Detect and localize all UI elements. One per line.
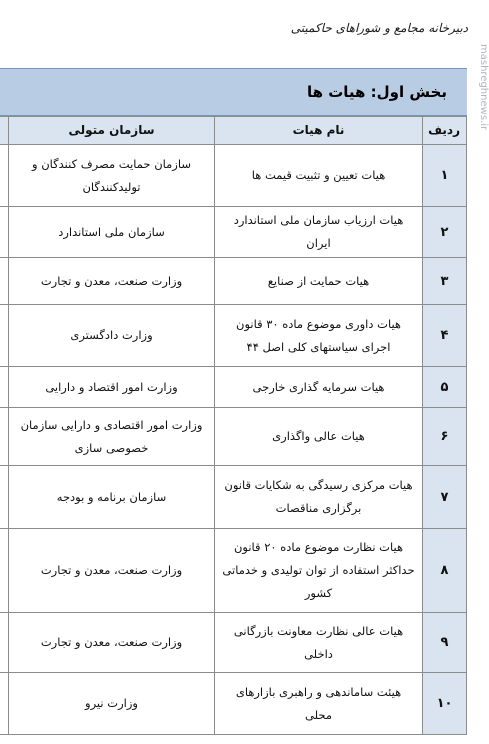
table-row: [0, 367, 467, 408]
row-num: ۳: [423, 258, 467, 305]
row-num: ۷: [423, 466, 467, 529]
document-sheet: [0, 68, 467, 735]
row-stub: [0, 613, 9, 673]
row-num: ۹: [423, 613, 467, 673]
brand-logo-text: دبیرخانه مجامع و شوراهای حاکمیتی: [290, 21, 468, 35]
row-stub: [0, 145, 9, 207]
row-num: ۸: [423, 529, 467, 613]
row-name: هیات عالی نظارت معاونت بازرگانی داخلی: [215, 613, 423, 673]
row-name: هیات مرکزی رسیدگی به شکایات قانون برگزاری مناقصات: [215, 466, 423, 529]
table-row: [0, 408, 467, 466]
row-org: سازمان حمایت مصرف کنندگان و تولیدکنندگان: [9, 145, 215, 207]
row-org: وزارت صنعت، معدن و تجارت: [9, 258, 215, 305]
row-org: وزارت امور اقتصاد و دارایی: [9, 367, 215, 408]
row-org: وزارت نیرو: [9, 673, 215, 735]
row-name: هیات سرمایه گذاری خارجی: [215, 367, 423, 408]
row-stub: [0, 258, 9, 305]
row-stub: [0, 367, 9, 408]
table-row: [0, 258, 467, 305]
row-org: سازمان ملی استاندارد: [9, 207, 215, 258]
header-num: ردیف: [423, 117, 467, 145]
table-row: [0, 466, 467, 529]
row-org: وزارت دادگستری: [9, 305, 215, 367]
row-name: هیات حمایت از صنایع: [215, 258, 423, 305]
table-row: [0, 305, 467, 367]
row-stub: [0, 305, 9, 367]
row-stub: [0, 529, 9, 613]
row-stub: [0, 408, 9, 466]
table-header-row: [0, 117, 467, 145]
table-row: [0, 673, 467, 735]
row-name: هیئت ساماندهی و راهبری بازارهای محلی: [215, 673, 423, 735]
header-org: سازمان متولی: [9, 117, 215, 145]
header-name: نام هیات: [215, 117, 423, 145]
row-org: وزارت صنعت، معدن و تجارت: [9, 529, 215, 613]
row-num: ۱۰: [423, 673, 467, 735]
row-stub: [0, 673, 9, 735]
row-num: ۴: [423, 305, 467, 367]
row-num: ۵: [423, 367, 467, 408]
row-name: هیات ارزیاب سازمان ملی استاندارد ایران: [215, 207, 423, 258]
row-num: ۶: [423, 408, 467, 466]
row-org: وزارت صنعت، معدن و تجارت: [9, 613, 215, 673]
watermark: mashreghnews.ir: [478, 43, 489, 131]
row-num: ۲: [423, 207, 467, 258]
section-title: بخش اول: هیات ها: [0, 68, 467, 116]
table-row: [0, 613, 467, 673]
row-stub: [0, 207, 9, 258]
committees-table: [0, 116, 467, 735]
table-row: [0, 529, 467, 613]
header-stub: [0, 117, 9, 145]
table-row: [0, 207, 467, 258]
row-stub: [0, 466, 9, 529]
row-name: هیات عالی واگذاری: [215, 408, 423, 466]
row-name: هیات تعیین و تثبیت قیمت ها: [215, 145, 423, 207]
row-org: سازمان برنامه و بودجه: [9, 466, 215, 529]
table-row: [0, 145, 467, 207]
row-name: هیات داوری موضوع ماده ۳۰ قانون اجرای سیاستهای کلی اصل ۴۴: [215, 305, 423, 367]
row-name: هیات نظارت موضوع ماده ۲۰ قانون حداکثر استفاده از توان تولیدی و خدماتی کشور: [215, 529, 423, 613]
row-org: وزارت امور اقتصادی و دارایی سازمان خصوصی سازی: [9, 408, 215, 466]
row-num: ۱: [423, 145, 467, 207]
